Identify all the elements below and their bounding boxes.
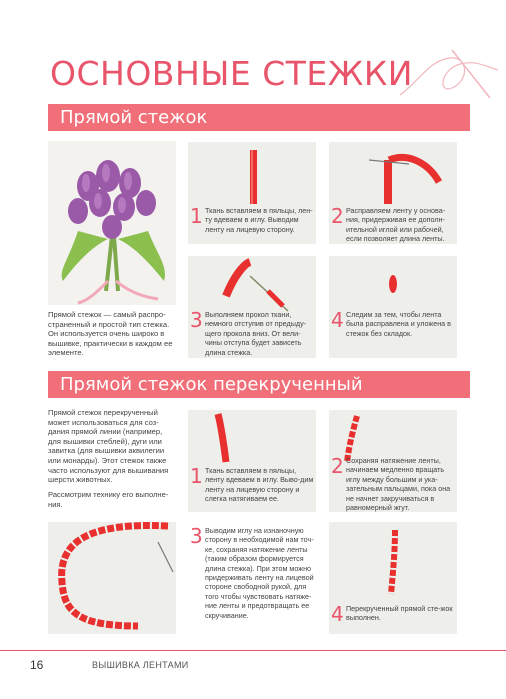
step4-photo [329,256,457,358]
twisted-step1-text: Ткань вставляем в пяльцы, ленту вдеваем в иглу. Выво-дим ленту на лицевую сторону и слегка натягиваем ее. [205,466,314,504]
page-number: 16 [30,658,44,672]
step3-text: Выполняем прокол ткани, немного отступив от предыду-щего прокола вниз. От вели-чины отступа будет зависеть длина стежка. [205,310,307,357]
section1-intro: Прямой стежок — самый распро-страненный и простой тип стежка. Он используется очень широко в вышивке, практически в каждом ее элементе. [48,310,173,358]
tulip-bouquet-photo [48,141,176,305]
twisted-step2-number: 2 [331,454,344,478]
section2-intro-2: Рассмотрим технику его выполне-ния. [48,490,169,509]
page-title: ОСНОВНЫЕ СТЕЖКИ [50,54,413,93]
twisted-step3-text: Выводим иглу на изнаночную сторону в необходимой нам точ-ке, сохраняя натяжение ленты (таким образом формируется длина стежка). При этом можно придерживать ленту на лицевой стороне свободной рукой, для того чтобы чувствовать натяже-ние ленты и предотвращать ее скручивание. [205,526,314,620]
twisted-curve-photo [48,522,176,634]
step4-text: Следим за тем, чтобы лента была расправлена и уложена в стежок без складок. [346,310,451,338]
footer-divider [0,650,506,651]
step4-number: 4 [331,308,344,332]
twisted-step4-number: 4 [331,602,344,626]
step2-number: 2 [331,204,344,228]
twisted-step3-number: 3 [190,524,203,548]
step3-number: 3 [190,308,203,332]
step1-number: 1 [190,204,203,228]
needle-thread-decoration [390,40,502,110]
section-header-twisted-stitch: Прямой стежок перекрученный [48,371,470,398]
twisted-step4-text: Перекрученный прямой сте-жок выполнен. [346,604,453,623]
step1-text: Ткань вставляем в пяльцы, лен-ту вдеваем в иглу. Выводим ленту на лицевую сторону. [205,206,313,234]
book-title: ВЫШИВКА ЛЕНТАМИ [92,660,189,670]
section-header-straight-stitch: Прямой стежок [48,104,470,131]
twisted-step2-text: Сохраняя натяжение ленты, начинаем медленно вращать иглу между большим и ука-зательным пальцами, пока она не начнет закручиваться в равномерный жгут. [346,456,451,513]
twisted-step1-number: 1 [190,464,203,488]
step2-text: Расправляем ленту у основа-ния, придерживая ее дополн-ительной иглой или рабочей, если позволяет длина ленты. [346,206,446,244]
section2-intro: Прямой стежок перекрученный может использоваться для соз-дания прямой линии (например, для вышивки стеблей), дуги или завитка (для вышивки аквилегии или монарды). Этот стежок также часто используют для вышивания шерсти животных. [48,408,169,485]
